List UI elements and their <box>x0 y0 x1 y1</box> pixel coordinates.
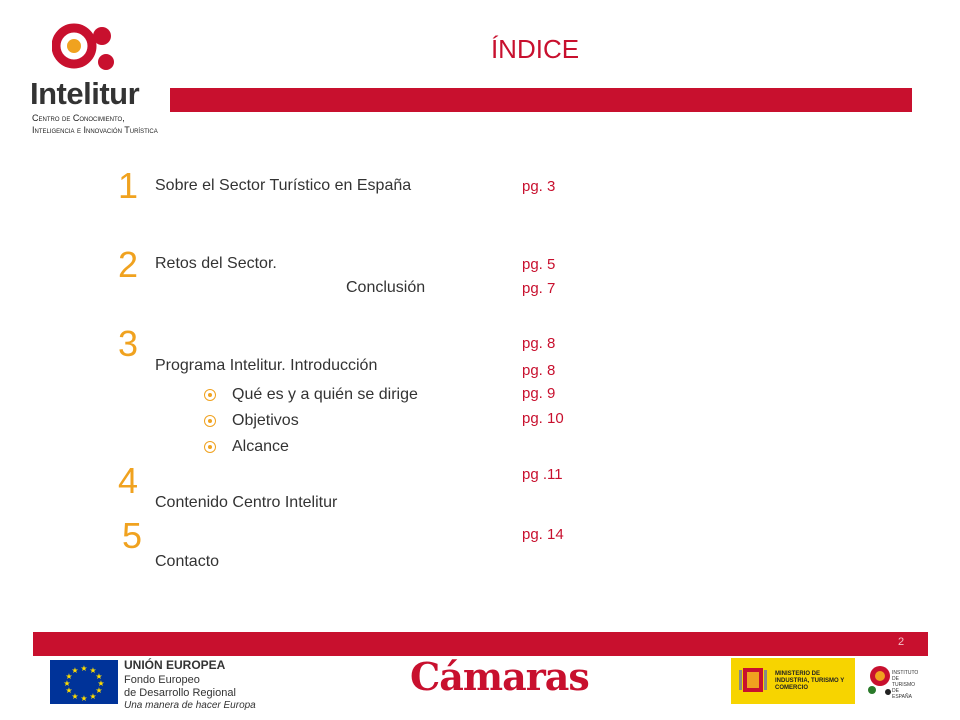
section-label-2: Retos del Sector. <box>155 255 277 272</box>
eu-line-1: Fondo Europeo <box>124 674 200 686</box>
section-label-4: Contenido Centro Intelitur <box>155 494 338 511</box>
svg-text:★: ★ <box>95 672 103 681</box>
section-number-3: 3 <box>118 323 139 364</box>
eu-line-2: de Desarrollo Regional <box>124 687 236 699</box>
section-page-2: pg. 5 <box>522 256 556 273</box>
camaras-logo <box>410 654 589 699</box>
section-label-1: Sobre el Sector Turístico en España <box>155 177 412 194</box>
subitem-page-2: pg. 9 <box>522 385 556 402</box>
eu-line-3: Una manera de hacer Europa <box>124 700 256 711</box>
svg-text:★: ★ <box>89 692 97 701</box>
section-label-conclusion: Conclusión <box>346 279 426 296</box>
camaras-logo-text: Cámaras <box>410 654 589 699</box>
section-label-3: Programa Intelitur. Introducción <box>155 357 378 374</box>
intelitur-logo <box>28 22 168 134</box>
subitem-page-1: pg. 8 <box>522 362 556 379</box>
bullet-icon <box>204 441 216 453</box>
section-number-4: 4 <box>118 460 139 501</box>
intelitur-logo-mark <box>52 22 132 76</box>
eu-stars-icon <box>50 660 118 704</box>
svg-text:★: ★ <box>65 686 73 695</box>
svg-text:★: ★ <box>63 679 71 688</box>
turespana-text: INSTITUTO DE TURISMO DE ESPAÑA <box>892 670 919 700</box>
logo-wordmark: Intelitur <box>30 76 140 111</box>
page-title: ÍNDICE <box>490 34 580 64</box>
svg-text:★: ★ <box>89 666 97 675</box>
subitem-label-1: Qué es y a quién se dirige <box>232 386 418 403</box>
footer-bar <box>33 632 928 656</box>
svg-text:★: ★ <box>71 666 79 675</box>
subitem-label-3: Alcance <box>232 438 289 455</box>
eu-title: UNIÓN EUROPEA <box>124 658 226 672</box>
svg-text:★: ★ <box>65 672 73 681</box>
section-number-1: 1 <box>118 165 139 206</box>
logo-tagline-1: Centro de Conocimiento, <box>32 113 125 123</box>
section-page-conclusion: pg. 7 <box>522 280 556 297</box>
bullet-icon <box>204 389 216 401</box>
subitem-page-3: pg. 10 <box>522 410 564 427</box>
svg-text:★: ★ <box>80 694 88 703</box>
page-number: 2 <box>898 636 905 648</box>
section-page-4: pg .11 <box>522 466 563 483</box>
coat-of-arms-icon <box>737 664 769 698</box>
svg-text:★: ★ <box>97 679 105 688</box>
svg-text:★: ★ <box>71 692 79 701</box>
svg-text:★: ★ <box>80 664 88 673</box>
section-number-2: 2 <box>118 244 139 285</box>
eu-flag-icon <box>50 660 118 704</box>
ministry-text: MINISTERIO DE INDUSTRIA, TURISMO Y COMERCIO <box>775 671 845 691</box>
header-bar <box>170 88 912 112</box>
ministry-logo <box>731 658 855 704</box>
bullet-icon <box>204 415 216 427</box>
logo-tagline-2: Inteligencia e Innovación Turística <box>32 125 158 135</box>
section-page-5: pg. 14 <box>522 526 564 543</box>
turespana-logo <box>862 660 920 704</box>
section-label-5: Contacto <box>155 553 220 570</box>
section-number-5: 5 <box>122 515 143 556</box>
subitem-label-2: Objetivos <box>232 412 299 429</box>
section-page-1: pg. 3 <box>522 178 556 195</box>
section-page-3: pg. 8 <box>522 335 556 352</box>
svg-text:★: ★ <box>95 686 103 695</box>
